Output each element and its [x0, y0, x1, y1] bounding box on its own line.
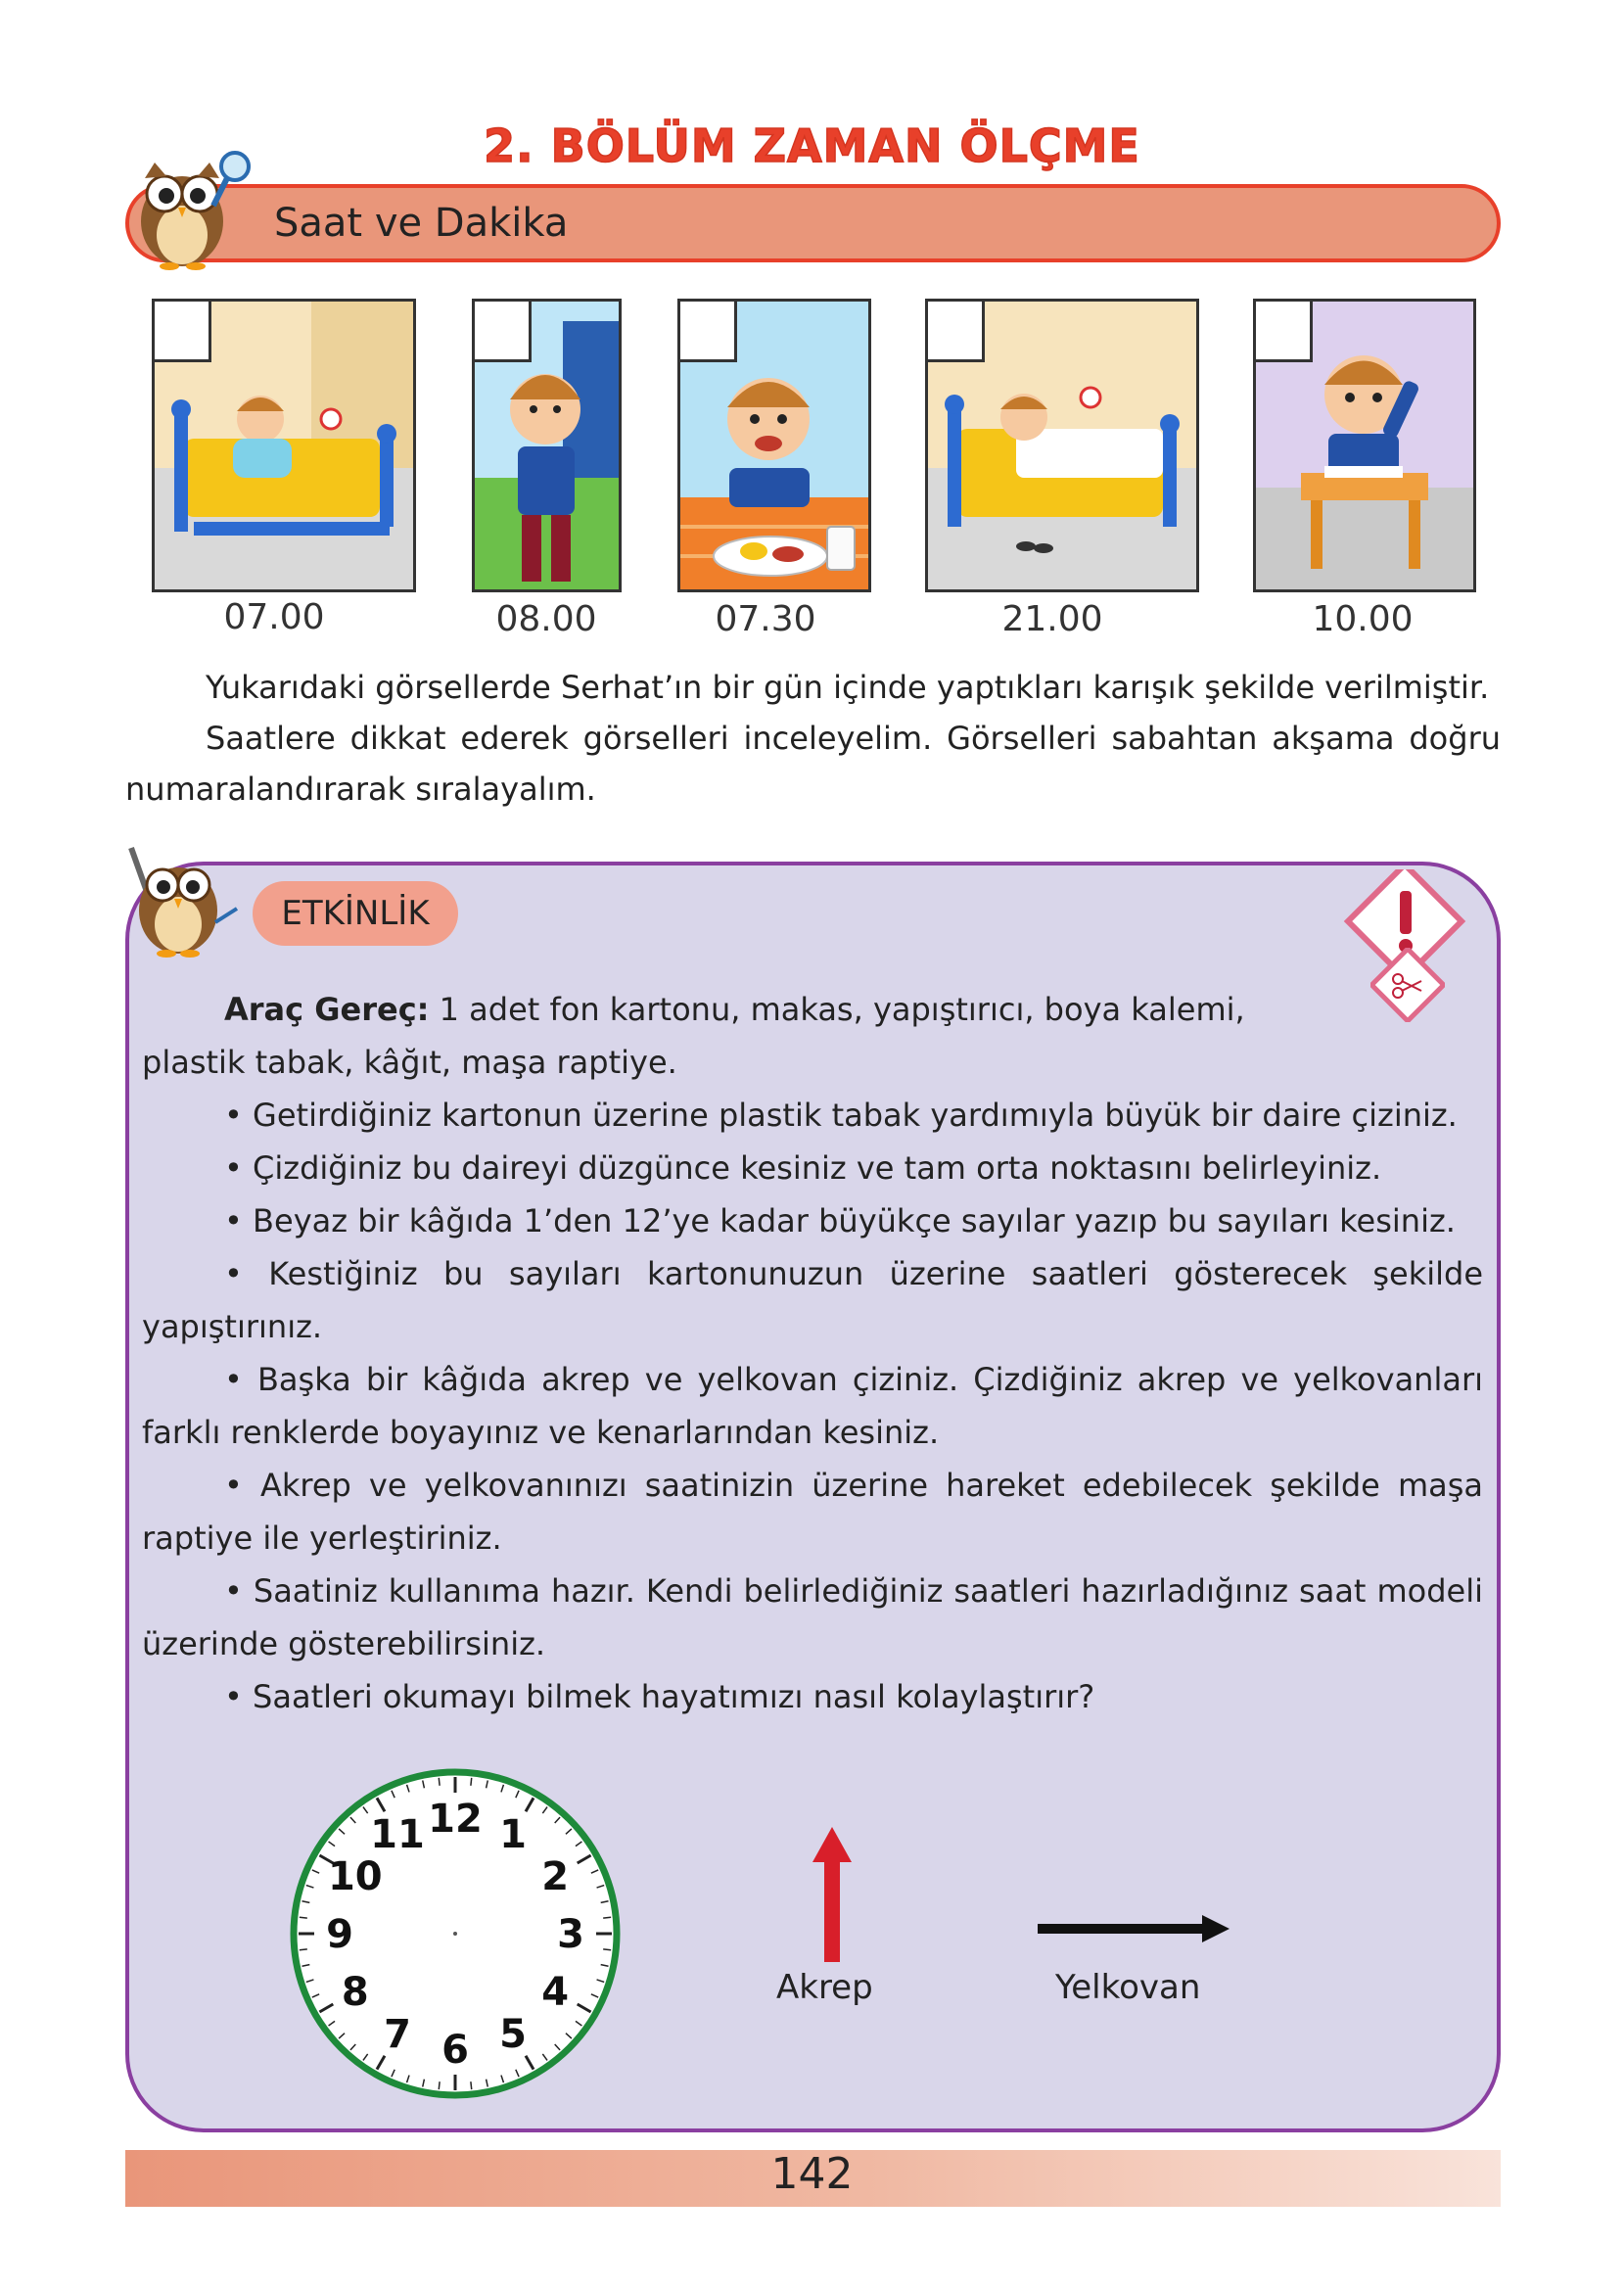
clock-number: 11	[370, 1811, 425, 1857]
clock-tick	[603, 1917, 611, 1918]
intro-line-1: Yukarıdaki görsellerde Serhat’ın bir gün içinde yaptıkları karışık şekilde verilmiştir.	[206, 669, 1490, 706]
step-4: • Kestiğiniz bu sayıları kartonunuzun üzerine saatleri gösterecek şekilde yapıştırınız.	[142, 1255, 1484, 1345]
hour-hand-arrow	[803, 1827, 861, 1964]
clock-tick	[603, 1949, 611, 1950]
step-7: • Saatiniz kullanıma hazır. Kendi belirlediğiniz saatleri hazırladığınız saat modeli üzerinde gösterebilirsiniz.	[142, 1572, 1484, 1662]
order-checkbox[interactable]	[475, 302, 532, 362]
clock-number: 12	[428, 1797, 483, 1842]
clock-tick	[300, 1949, 307, 1950]
order-checkbox[interactable]	[680, 302, 737, 362]
step-text: Akrep ve yelkovanınızı saatinizin üzerine hareket edebilecek şekilde maşa raptiye ile yerleştiriniz.	[142, 1467, 1484, 1557]
minute-hand-arrow	[1038, 1909, 1233, 1948]
step-text: Saatleri okumayı bilmek hayatımızı nasıl kolaylaştırır?	[253, 1678, 1095, 1715]
step-text: Başka bir kâğıda akrep ve yelkovan çiziniz. Çizdiğiniz akrep ve yelkovanları farklı renklerde boyayınız ve kenarlarından kesiniz.	[142, 1361, 1484, 1451]
clock-number: 5	[499, 2012, 527, 2058]
clock-number: 3	[557, 1912, 584, 1957]
materials-text: 1 adet fon kartonu, makas, yapıştırıcı, boya kalemi, plastik tabak, kâğıt, maşa raptiye.	[142, 991, 1245, 1081]
step-text: Getirdiğiniz kartonun üzerine plastik tabak yardımıyla büyük bir daire çiziniz.	[253, 1097, 1458, 1134]
clock-tick	[439, 2081, 440, 2089]
step-1: • Getirdiğiniz kartonun üzerine plastik tabak yardımıyla büyük bir daire çiziniz.	[224, 1097, 1458, 1134]
step-text: Saatiniz kullanıma hazır. Kendi belirlediğiniz saatleri hazırladığınız saat modeli üzerinde gösterebilirsiniz.	[142, 1572, 1484, 1662]
step-text: Kestiğiniz bu sayıları kartonunuzun üzerine saatleri gösterecek şekilde yapıştırınız.	[142, 1255, 1484, 1345]
hour-hand-label: Akrep	[776, 1968, 873, 2007]
owl-pencil-icon	[117, 844, 245, 961]
step-2: • Çizdiğiniz bu daireyi düzgünce kesiniz ve tam orta noktasını belirleyiniz.	[224, 1149, 1382, 1187]
minute-hand-label: Yelkovan	[1055, 1968, 1201, 2007]
order-checkbox[interactable]	[928, 302, 985, 362]
clock-number: 9	[326, 1912, 353, 1957]
picture-sleeping	[925, 299, 1199, 592]
time-label: 07.00	[223, 597, 325, 637]
step-text: Beyaz bir kâğıda 1’den 12’ye kadar büyükçe sayılar yazıp bu sayıları kesiniz.	[253, 1202, 1456, 1239]
page-number: 142	[770, 2149, 854, 2199]
time-label: 10.00	[1312, 599, 1414, 639]
step-text: Çizdiğiniz bu daireyi düzgünce kesiniz ve tam orta noktasını belirleyiniz.	[253, 1149, 1382, 1187]
activity-label: ETKİNLİK	[253, 881, 458, 946]
materials	[142, 983, 1307, 1089]
clock-tick	[300, 1917, 307, 1918]
section-title: Saat ve Dakika	[274, 201, 569, 246]
picture-breakfast	[677, 299, 871, 592]
chapter-title: 2. BÖLÜM ZAMAN ÖLÇME	[484, 119, 1140, 172]
step-6: • Akrep ve yelkovanınızı saatinizin üzerine hareket edebilecek şekilde maşa raptiye ile yerleştiriniz.	[142, 1467, 1484, 1557]
clock-tick	[439, 1778, 440, 1786]
step-3: • Beyaz bir kâğıda 1’den 12’ye kadar büyükçe sayılar yazıp bu sayıları kesiniz.	[224, 1202, 1456, 1239]
time-label: 21.00	[1001, 599, 1103, 639]
picture-going-to-school	[472, 299, 622, 592]
clock-tick	[471, 1778, 472, 1786]
time-label: 08.00	[495, 599, 597, 639]
order-checkbox[interactable]	[155, 302, 211, 362]
scissors-icon	[1370, 948, 1445, 1022]
materials-label: Araç Gereç:	[224, 991, 430, 1028]
clock-number: 1	[499, 1811, 527, 1857]
picture-waking-up	[152, 299, 416, 592]
clock-number: 2	[541, 1854, 570, 1899]
step-8: • Saatleri okumayı bilmek hayatımızı nasıl kolaylaştırır?	[224, 1678, 1095, 1715]
clock-face	[284, 1762, 626, 2105]
clock-number: 8	[341, 1970, 369, 2015]
owl-magnifier-icon	[125, 145, 253, 272]
intro-line-2: Saatlere dikkat ederek görselleri inceleyelim. Görselleri sabahtan akşama doğru numaralandırarak sıralayalım.	[125, 720, 1501, 808]
order-checkbox[interactable]	[1256, 302, 1313, 362]
clock-tick	[471, 2081, 472, 2089]
step-5: • Başka bir kâğıda akrep ve yelkovan çiziniz. Çizdiğiniz akrep ve yelkovanları farklı renklerde boyayınız ve kenarlarından kesiniz.	[142, 1361, 1484, 1451]
clock-number: 10	[327, 1854, 383, 1899]
clock-number: 4	[541, 1970, 570, 2015]
clock-number: 7	[384, 2012, 411, 2058]
clock-number: 6	[441, 2028, 469, 2073]
time-label: 07.30	[715, 599, 816, 639]
picture-in-class	[1253, 299, 1476, 592]
